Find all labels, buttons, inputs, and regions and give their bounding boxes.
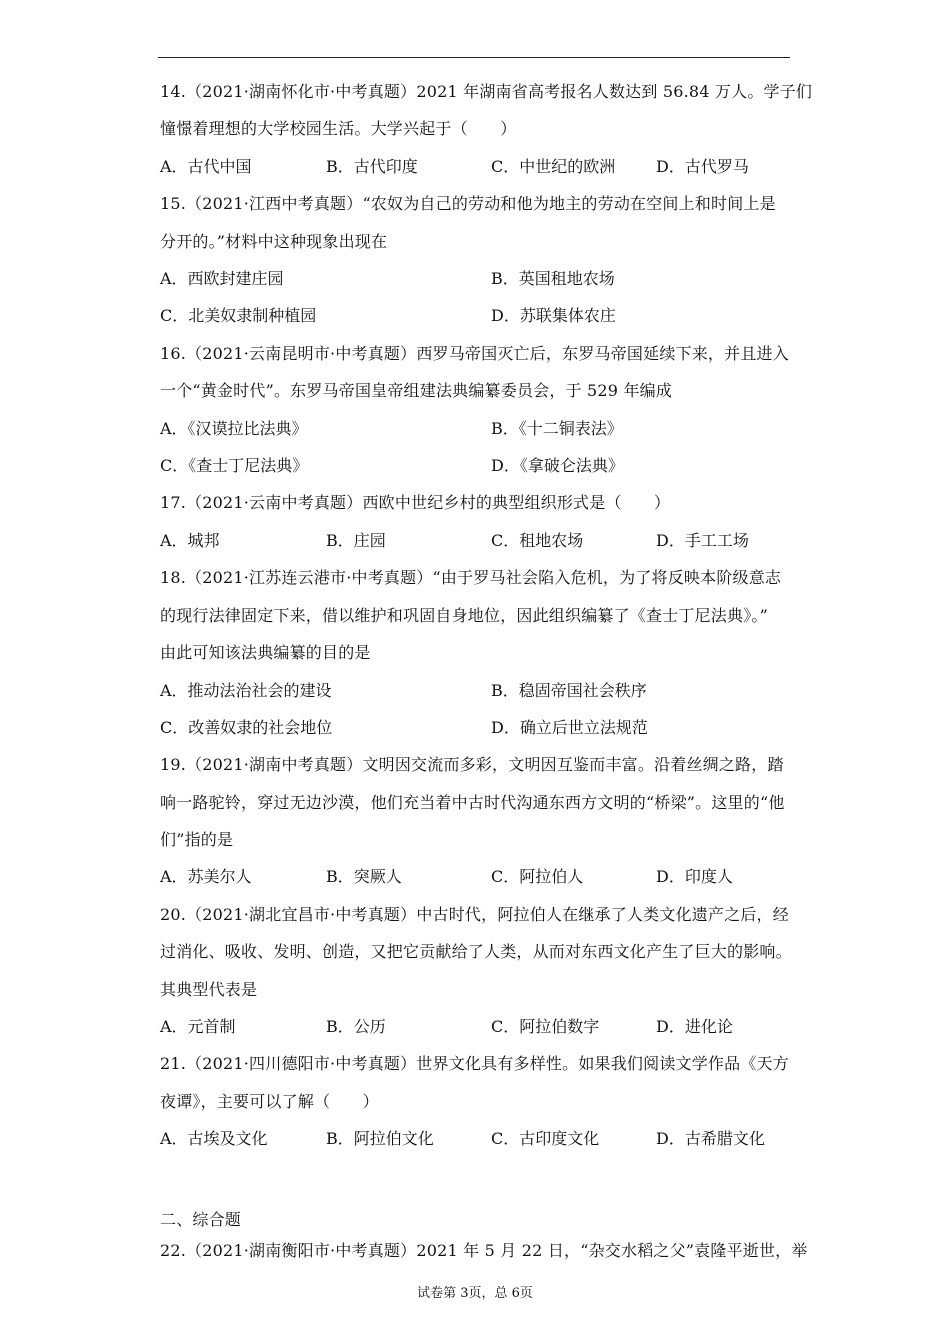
question-text-line: 们”指的是 (160, 830, 234, 849)
option-d[interactable]: D．古代罗马 (656, 157, 749, 176)
option-c[interactable]: C．阿拉伯人 (491, 867, 584, 886)
question-text-line: 其典型代表是 (160, 980, 258, 999)
option-c[interactable]: C．租地农场 (491, 531, 584, 550)
option-b[interactable]: B．古代印度 (326, 157, 418, 176)
option-d[interactable]: D．确立后世立法规范 (491, 718, 648, 737)
option-d[interactable]: D．进化论 (656, 1017, 733, 1036)
page-footer: 试卷第 3页，总 6页 (417, 1286, 533, 1301)
question-text-line: 憧憬着理想的大学校园生活。大学兴起于（ ） (160, 119, 517, 138)
option-b[interactable]: B．阿拉伯文化 (326, 1129, 434, 1148)
option-c[interactable]: C．改善奴隶的社会地位 (160, 718, 333, 737)
question-text-line: 响一路驼铃，穿过无边沙漠，他们充当着中古时代沟通东西方文明的“桥梁”。这里的“他 (160, 793, 785, 812)
question-text-line: 夜谭》，主要可以了解（ ） (160, 1092, 379, 1111)
option-b[interactable]: B．《十二铜表法》 (491, 419, 623, 438)
question-text-line: 21.（2021·四川德阳市·中考真题）世界文化具有多样性。如果我们阅读文学作品《天方 (160, 1054, 789, 1073)
option-b[interactable]: B．英国租地农场 (491, 269, 615, 288)
question-text-line: 由此可知该法典编纂的目的是 (160, 643, 371, 662)
option-b[interactable]: B．稳固帝国社会秩序 (491, 681, 647, 700)
option-a[interactable]: A．古埃及文化 (160, 1129, 268, 1148)
question-text-line: 17.（2021·云南中考真题）西欧中世纪乡村的典型组织形式是（ ） (160, 493, 671, 512)
option-a[interactable]: A．城邦 (160, 531, 220, 550)
option-c[interactable]: C．阿拉伯数字 (491, 1017, 600, 1036)
question-text-line: 18.（2021·江苏连云港市·中考真题）“由于罗马社会陷入危机，为了将反映本阶级意志 (160, 568, 782, 587)
option-c[interactable]: C．中世纪的欧洲 (491, 157, 616, 176)
option-a[interactable]: A．《汉谟拉比法典》 (160, 419, 308, 438)
question-text-line: 过消化、吸收、发明、创造，又把它贡献给了人类，从而对东西文化产生了巨大的影响。 (160, 942, 792, 961)
question-text-line: 一个“黄金时代”。东罗马帝国皇帝组建法典编纂委员会，于 529 年编成 (160, 381, 673, 400)
section-heading: 二、综合题 (160, 1210, 242, 1229)
option-a[interactable]: A．古代中国 (160, 157, 252, 176)
question-text-line: 分开的。”材料中这种现象出现在 (160, 232, 388, 251)
option-b[interactable]: B．庄园 (326, 531, 386, 550)
question-22-text-line: 22.（2021·湖南衡阳市·中考真题）2021 年 5 月 22 日，“杂交水稻之父”袁隆平逝世，举 (160, 1241, 808, 1260)
option-d[interactable]: D．古希腊文化 (656, 1129, 765, 1148)
question-text-line: 19.（2021·湖南中考真题）文明因交流而多彩，文明因互鉴而丰富。沿着丝绸之路，踏 (160, 755, 784, 774)
option-c[interactable]: C．古印度文化 (491, 1129, 600, 1148)
option-a[interactable]: A．推动法治社会的建设 (160, 681, 332, 700)
option-b[interactable]: B．公历 (326, 1017, 386, 1036)
option-c[interactable]: C．《查士丁尼法典》 (160, 456, 309, 475)
question-text-line: 20.（2021·湖北宜昌市·中考真题）中古时代，阿拉伯人在继承了人类文化遗产之后，经 (160, 905, 789, 924)
question-text-line: 16.（2021·云南昆明市·中考真题）西罗马帝国灭亡后，东罗马帝国延续下来，并且进入 (160, 344, 789, 363)
question-text-line: 15.（2021·江西中考真题）“农奴为自己的劳动和他为地主的劳动在空间上和时间上是 (160, 194, 776, 213)
option-c[interactable]: C．北美奴隶制种植园 (160, 306, 317, 325)
option-a[interactable]: A．苏美尔人 (160, 867, 252, 886)
option-d[interactable]: D．《拿破仑法典》 (491, 456, 624, 475)
option-d[interactable]: D．印度人 (656, 867, 733, 886)
option-d[interactable]: D．苏联集体农庄 (491, 306, 616, 325)
option-a[interactable]: A．西欧封建庄园 (160, 269, 284, 288)
option-a[interactable]: A．元首制 (160, 1017, 236, 1036)
question-text-line: 14.（2021·湖南怀化市·中考真题）2021 年湖南省高考报名人数达到 56.84 万人。学子们 (160, 82, 813, 101)
question-text-line: 的现行法律固定下来，借以维护和巩固自身地位，因此组织编纂了《查士丁尼法典》。” (160, 606, 768, 625)
option-b[interactable]: B．突厥人 (326, 867, 402, 886)
option-d[interactable]: D．手工工场 (656, 531, 749, 550)
top-rule (158, 57, 790, 58)
